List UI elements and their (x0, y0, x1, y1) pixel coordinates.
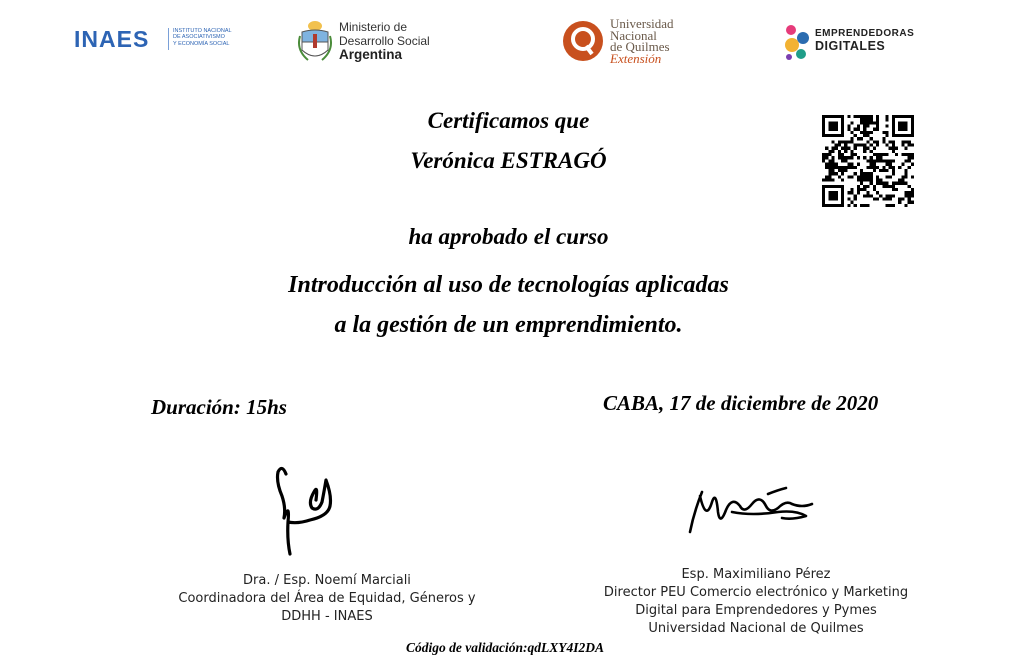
inaes-wordmark: INAES (74, 26, 150, 52)
recipient-name: Verónica ESTRAGÓ (410, 148, 607, 173)
inaes-subtitle: INSTITUTO NACIONAL DE ASOCIATIVISMO Y ECONOMÍA SOCIAL (173, 28, 232, 47)
unq-logo (562, 18, 692, 66)
argentina-shield-icon (298, 16, 332, 66)
signer-right-title-2: Digital para Emprendedores y Pymes (635, 603, 877, 618)
inaes-divider (168, 28, 169, 50)
ministerio-text (339, 20, 430, 62)
ministerio-logo (298, 14, 438, 68)
signer-left-name: Dra. / Esp. Noemí Marciali (243, 573, 411, 588)
signature-right (682, 482, 817, 542)
signer-right-org: Universidad Nacional de Quilmes (648, 621, 864, 636)
signature-left (268, 462, 338, 557)
signer-left-block (150, 572, 504, 626)
emprendedoras-dots-icon (783, 24, 811, 62)
unq-extension: Extensión (610, 50, 662, 66)
unq-q-icon (562, 20, 604, 62)
inaes-logo (74, 24, 244, 56)
course-duration: Duración: 15hs (151, 395, 287, 419)
ministerio-line2: Desarrollo Social (339, 34, 430, 48)
emprendedoras-line1: EMPRENDEDORAS (815, 28, 915, 39)
emprendedoras-text (815, 27, 914, 54)
unq-text (610, 18, 674, 64)
ministerio-line1: Ministerio de (339, 20, 408, 34)
approval-text: ha aprobado el curso (408, 224, 609, 249)
course-title-line2: a la gestión de un emprendimiento. (334, 312, 683, 338)
certificate-intro: Certificamos que (427, 108, 590, 133)
signer-left-org: DDHH - INAES (281, 609, 373, 624)
signer-right-title-1: Director PEU Comercio electrónico y Marketing (603, 585, 909, 600)
ministerio-line3: Argentina (339, 47, 403, 62)
unq-name: Universidad Nacional de Quilmes (610, 16, 674, 54)
course-title-line1: Introducción al uso de tecnologías aplicadas (288, 272, 729, 298)
validation-code: Código de validación:qdLXY4I2DA (406, 640, 604, 655)
signer-right-block (576, 566, 936, 638)
emprendedoras-line2: DIGITALES (815, 39, 886, 53)
signer-right-name: Esp. Maximiliano Pérez (681, 567, 831, 582)
emprendedoras-digitales-logo (783, 22, 923, 64)
signer-left-title: Coordinadora del Área de Equidad, Géneros y (178, 591, 476, 606)
place-and-date: CABA, 17 de diciembre de 2020 (603, 391, 879, 415)
